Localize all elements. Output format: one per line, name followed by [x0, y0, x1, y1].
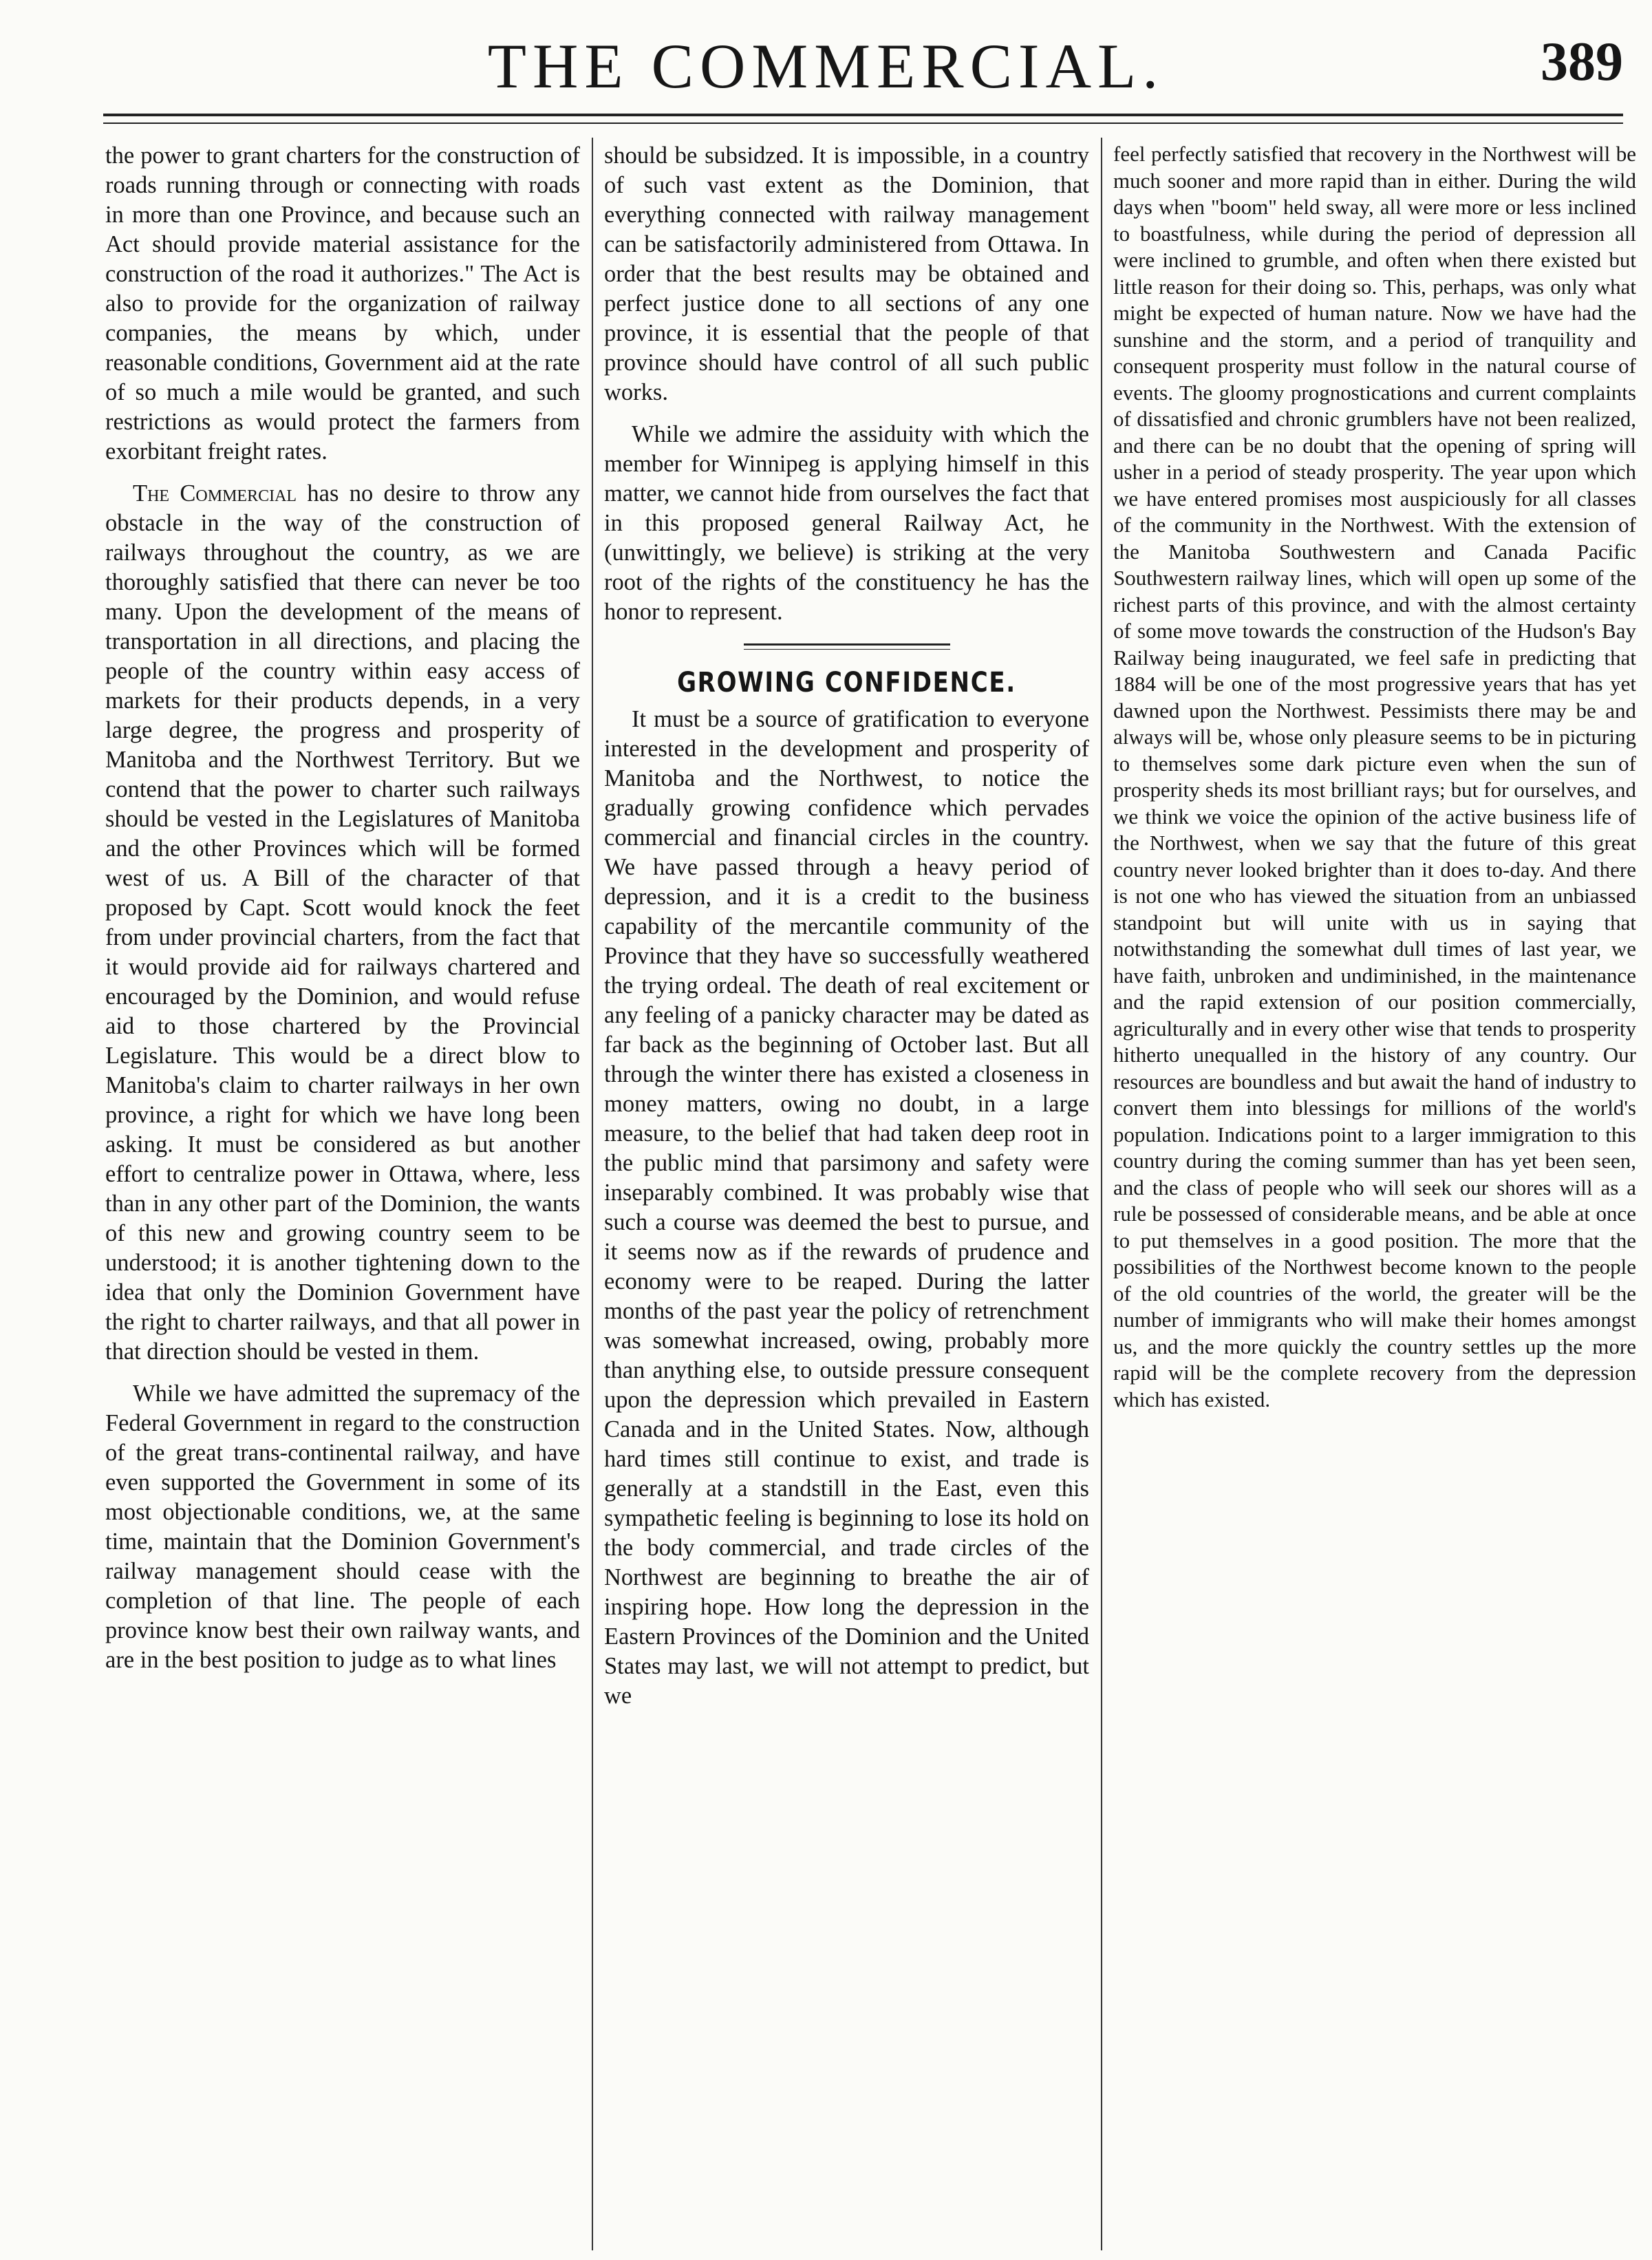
article-heading: GROWING CONFIDENCE.: [677, 667, 1016, 699]
section-divider: [744, 643, 950, 650]
column-divider-2: [1101, 138, 1102, 2250]
paragraph: should be subsidzed. It is impossible, in a country of such vast extent as the Dominion, that everything connected with railway management can be satisfactorily administered from Ottawa. In order that the best results may be obtained and perfect justice done to all sections of any one province, it is essential that the people of that province should have control of all such public works.: [604, 142, 1089, 405]
paragraph-text: has no desire to throw any obstacle in the way of the construction of railways throughout the country, as we are thoroughly satisfied that there can never be too many. Upon the development of the means of transportation in all directions, and placing the people of the country within easy access of markets for their products depends, in a very large degree, the progress and prosperity of Manitoba and the Northwest Territory. But we contend that the power to charter such railways should be vested in the Legislatures of Manitoba and the other Provinces which will be formed west of us. A Bill of the character of that proposed by Capt. Scott would knock the feet from under provincial charters, from the fact that it would provide aid for railways chartered and encouraged by the Dominion, and would refuse aid to those chartered by the Provincial Legislature. This would be a direct blow to Manitoba's claim to charter railways in her own province, a right for which we have long been asking. It must be considered as but another effort to centralize power in Ottawa, where, less than in any other part of the Dominion, the wants of this new and growing country seem to be understood; it is another tightening down to the idea that only the Dominion Government have the right to charter railways, and that all power in that direction should be vested in them.: [105, 480, 580, 1365]
column-2: [604, 141, 1089, 2247]
paragraph: While we admire the assiduity with which the member for Winnipeg is applying himself in this matter, we cannot hide from ourselves the fact that in this proposed general Railway Act, he (unwittingly, we believe) is striking at the very root of the rights of the constituency he has the honor to represent.: [604, 421, 1089, 625]
paper-name: The Commercial: [133, 480, 297, 507]
header-rule-thin: [103, 122, 1623, 124]
header-rule-thick: [103, 114, 1623, 116]
paragraph: While we have admitted the supremacy of the Federal Government in regard to the construction of the great trans-continental railway, and have even supported the Government in some of its most objectionable conditions, we, at the same time, maintain that the Dominion Government's railway management should cease with the completion of that line. The people of each province know best their own railway wants, and are in the best position to judge as to what lines: [105, 1380, 580, 1673]
paragraph: [105, 479, 580, 1367]
page-number: 389: [1541, 32, 1623, 92]
column-3: [1113, 141, 1636, 2247]
column-1: [105, 141, 580, 2247]
masthead: [0, 0, 1652, 120]
paragraph: feel perfectly satisfied that recovery in the Northwest will be much sooner and more rapid than in either. During the wild days when "boom" held sway, all were more or less inclined to boastfulness, while during the period of depression all were inclined to grumble, and often when there existed but little reason for their doing so. This, perhaps, was only what might be expected of human nature. Now we have had the sunshine and the storm, and a period of tranquility and consequent prosperity must follow in the natural course of events. The gloomy prognostications and current complaints of dissatisfied and chronic grumblers have not been realized, and there can be no doubt that the opening of spring will usher in a period of steady prosperity. The year upon which we have entered promises most auspiciously for all classes of the community in the Northwest. With the extension of the Manitoba Southwestern and Canada Pacific Southwestern railway lines, which will open up some of the richest parts of this province, and with the almost certainty of some move towards the construction of the Hudson's Bay Railway being inaugurated, we feel safe in predicting that 1884 will be one of the most progressive years that has yet dawned upon the Northwest. Pessimists there may be and always will be, whose only pleasure seems to be in picturing to themselves some dark picture even when the sun of prosperity sheds its most brilliant rays; but for ourselves, and we think we voice the opinion of the active business life of the Northwest, when we say that the future of this great country never looked brighter than it does to-day. And there is not one who has viewed the situation from an unbiassed standpoint but will unite with us in saying that notwithstanding the somewhat dull times of last year, we have faith, unbroken and undiminished, in the maintenance and the rapid extension of our position commercially, agriculturally and in every other wise that tends to prosperity hitherto unequalled in the history of any country. Our resources are boundless and but await the hand of industry to convert them into blessings for millions of the world's population. Indications point to a larger immigration to this country during the coming summer than has yet been seen, and the class of people who will seek our shores will as a rule be possessed of considerable means, and be able at once to put themselves in a good position. The more that the possibilities of the Northwest become known to the people of the old countries of the world, the greater will be the number of immigrants who will make their homes amongst us, and the more quickly the country settles up the more rapid will be the complete recovery from the depression which has existed.: [1113, 142, 1636, 1411]
column-divider-1: [592, 138, 593, 2250]
newspaper-title: THE COMMERCIAL.: [487, 31, 1165, 101]
paragraph: the power to grant charters for the construction of roads running through or connecting with roads in more than one Province, and because such an Act should provide material assistance for the construction of the road it authorizes." The Act is also to provide for the organization of railway companies, the means by which, under reasonable conditions, Government aid at the rate of so much a mile would be granted, and such restrictions as would protect the farmers from exorbitant freight rates.: [105, 142, 580, 465]
paragraph: It must be a source of gratification to everyone interested in the development and prosperity of Manitoba and the Northwest, to notice the gradually growing confidence which pervades commercial and financial circles in the country. We have passed through a heavy period of depression, and it is a credit to the business capability of the mercantile community of the Province that they have so successfully weathered the trying ordeal. The death of real excitement or any feeling of a panicky character may be dated as far back as the beginning of October last. But all through the winter there has existed a closeness in money matters, owing no doubt, in a large measure, to the belief that had taken deep root in the public mind that parsimony and safety were inseparably combined. It was probably wise that such a course was deemed the best to pursue, and it seems now as if the rewards of prudence and economy were to be reaped. During the latter months of the past year the policy of retrenchment was somewhat increased, owing, probably more than anything else, to outside pressure consequent upon the depression which prevailed in Eastern Canada and in the United States. Now, although hard times still continue to exist, and trade is generally at a standstill in the East, even this sympathetic feeling is beginning to lose its hold on the body commercial, and trade circles of the Northwest are beginning to breathe the air of inspiring hope. How long the depression in the Eastern Provinces of the Dominion and the United States may last, we will not attempt to predict, but we: [604, 706, 1089, 1709]
